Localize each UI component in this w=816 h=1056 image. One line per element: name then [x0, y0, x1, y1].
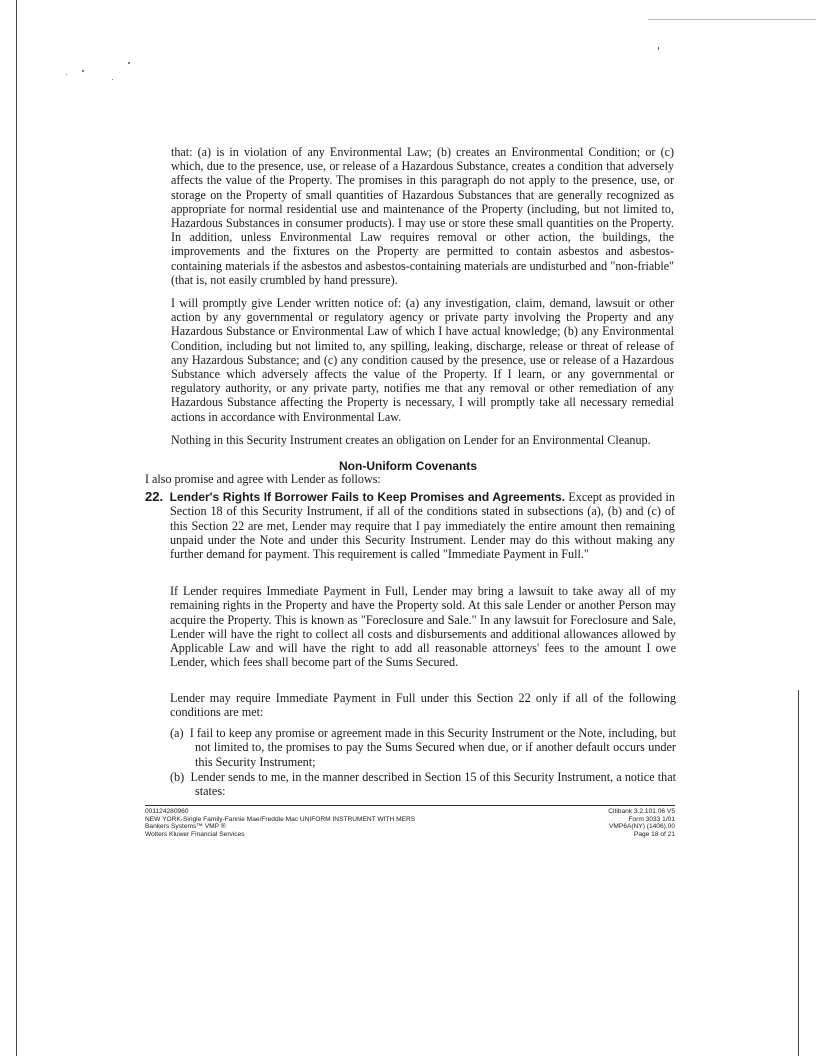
form-number: Form 3033 1/01 — [628, 815, 675, 823]
scan-edge-right — [798, 690, 799, 1056]
scan-speck — [66, 74, 67, 75]
scan-speck — [82, 70, 84, 72]
foreclosure-paragraph: If Lender requires Immediate Payment in Full, Lender may bring a lawsuit to take away all of my remaining rights in the Property and have the Property sold. At this sale Lender or another Person may acquire the Property. This is known as "Foreclosure and Sale." In any lawsuit for Foreclosure and Sale, Lender will have the right to collect all costs and disbursements and additional allowances allowed by Applicable Law and will have the right to add all reasonable attorneys' fees to the amount I owe Lender, which fees shall become part of the Sums Secured. — [170, 584, 676, 670]
footer-right — [520, 808, 675, 838]
notice-paragraph: I will promptly give Lender written notice of: (a) any investigation, claim, demand, lawsuit or other action by any governmental or regulatory agency or private party involving the Property and any Hazardous Substance or Environmental Law of which I have actual knowledge; (b) any Environmental Condition, including but not limited to, any spilling, leaking, discharge, release or threat of release of any Hazardous Substance; and (c) any condition caused by the presence, use or release of a Hazardous Substance which adversely affects the value of the Property. If I learn, or any governmental or regulatory authority, or any private party, notifies me that any removal or other remediation of any Hazardous Substance affecting the Property is necessary, I will promptly take all necessary remedial actions in accordance with Environmental Law. — [171, 296, 674, 424]
scan-speck — [112, 79, 113, 80]
vmp-code: VMP6A(NY) (1406).00 — [609, 823, 675, 831]
section-22-body: Except as provided in Section 18 of this Security Instrument, if all of the conditions stated in subsections (a), (b) and (c) of this Section 22 are met, Lender may require that I pay immediately the entire amount then remaining unpaid under the Note and under this Security Instrument. Lender may do this without making any further demand for payment. This requirement is called "Immediate Payment in Full." — [170, 490, 676, 562]
cleanup-paragraph: Nothing in this Security Instrument creates an obligation on Lender for an Environmental Cleanup. — [171, 433, 651, 447]
scan-speck — [128, 62, 130, 64]
environmental-paragraph: that: (a) is in violation of any Environmental Law; (b) creates an Environmental Condition; or (c) which, due to the presence, use, or release of a Hazardous Substance, creates a condition that adversely affects the value of the Property. The promises in this paragraph do not apply to the presence, use, or storage on the Property of small quantities of Hazardous Substances that are generally recognized as appropriate for normal residential use and maintenance of the Property (including, but not limited to, Hazardous Substances in consumer products). I may use or store these small quantities on the Property. In addition, unless Environmental Law requires removal or other action, the buildings, the improvements and the fixtures on the Property are permitted to contain asbestos and asbestos-containing materials if the asbestos and asbestos-containing materials are undisturbed and "non-friable" (that is, not easily crumbled by hand pressure). — [171, 145, 674, 287]
section-22 — [145, 490, 675, 561]
conditions-paragraph: Lender may require Immediate Payment in Full under this Section 22 only if all of the following conditions are met: — [170, 691, 676, 720]
form-description: NEW YORK-Single Family-Fannie Mae/Freddie Mac UNIFORM INSTRUMENT WITH MERS — [145, 815, 416, 823]
footer-rule — [145, 805, 675, 806]
publisher-line: Wolters Kluwer Financial Services — [145, 830, 245, 838]
scan-edge-top — [648, 19, 816, 20]
section-22-first-paragraph — [145, 490, 675, 561]
footer-left — [145, 808, 525, 838]
vendor-line: Bankers Systems™ VMP ® — [145, 823, 226, 831]
section-title: Lender's Rights If Borrower Fails to Keep Promises and Agreements. — [169, 490, 566, 504]
condition-b: (b) Lender sends to me, in the manner described in Section 15 of this Security Instrument, a notice that states: — [170, 770, 676, 799]
loan-number: 001124280960 — [145, 808, 189, 815]
section-number: 22. — [145, 489, 164, 504]
version-line: Citibank 3.2.101.06 V5 — [608, 808, 675, 815]
scan-speck — [658, 47, 659, 50]
page-number: Page 18 of 21 — [633, 830, 675, 838]
section-heading: Non-Uniform Covenants — [339, 459, 477, 473]
scan-edge-left — [16, 0, 17, 1056]
condition-a: (a) I fail to keep any promise or agreement made in this Security Instrument or the Note, including, but not limited to, the promises to pay the Sums Secured when due, or if another default occurs under this Security Instrument; — [170, 726, 676, 769]
intro-line: I also promise and agree with Lender as follows: — [145, 472, 381, 486]
